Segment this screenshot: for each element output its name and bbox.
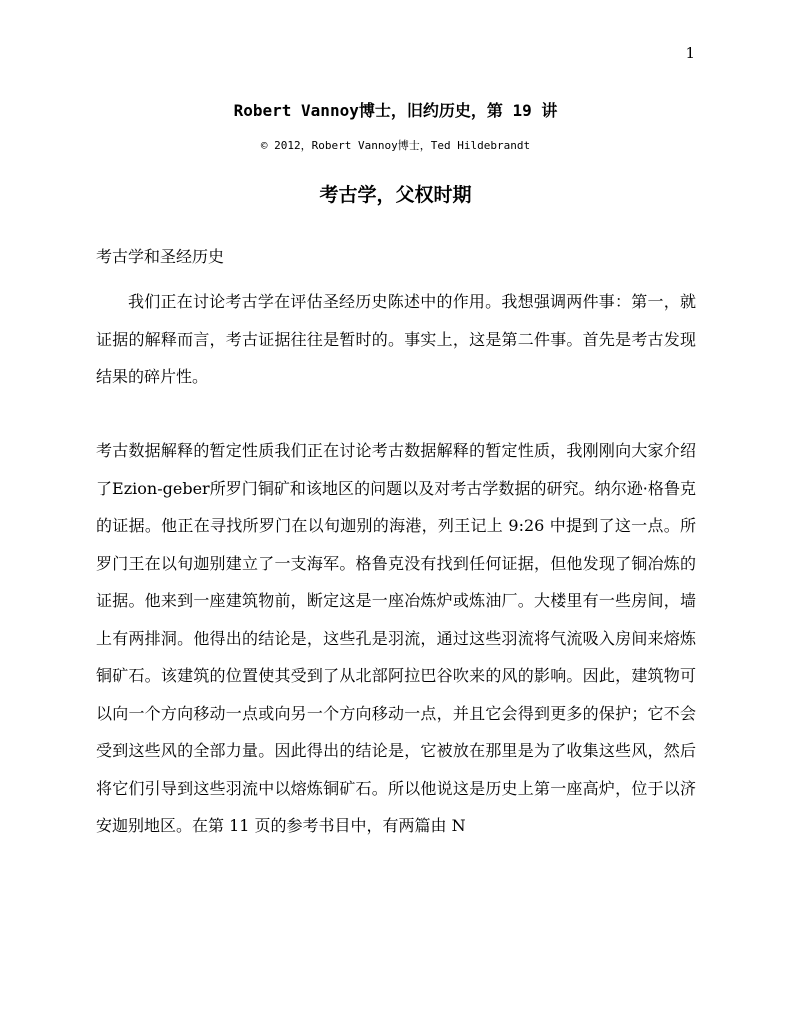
lecture-subtitle: 考古学，父权时期 (319, 184, 472, 206)
paragraph-1: 我们正在讨论考古学在评估圣经历史陈述中的作用。我想强调两件事：第一，就证据的解释而言，考古证据往往是暂时的。事实上，这是第二件事。首先是考古发现结果的碎片性。 (96, 292, 696, 386)
section-heading: 考古学和圣经历史 (96, 247, 225, 266)
page-number: 1 (685, 44, 695, 62)
document-title: Robert Vannoy博士，旧约历史，第 19 讲 (233, 101, 558, 120)
paragraph-2: 考古数据解释的暂定性质我们正在讨论考古数据解释的暂定性质，我刚刚向大家介绍了Ezion-geber所罗门铜矿和该地区的问题以及对考古学数据的研究。纳尔逊·格鲁克的证据。他正在寻找所罗门在以旬迦别的海港，列王记上 9:26 中提到了这一点。所罗门王在以旬迦别建立了一支海军。格鲁克没有找到任何证据，但他发现了铜冶炼的证据。他来到一座建筑物前，断定这是一座冶炼炉或炼油厂。大楼里有一些房间，墙上有两排洞。他得出的结论是，这些孔是羽流，通过这些羽流将气流吸入房间来熔炼铜矿石。该建筑的位置使其受到了从北部阿拉巴谷吹来的风的影响。因此，建筑物可以向一个方向移动一点或向另一个方向移动一点，并且它会得到更多的保护；它不会受到这些风的全部力量。因此得出的结论是，它被放在那里是为了收集这些风，然后将它们引导到这些羽流中以熔炼铜矿石。所以他说这是历史上第一座高炉，位于以济安迦别地区。在第 11 页的参考书目中，有两篇由 N (96, 441, 696, 835)
copyright-line: © 2012，Robert Vannoy博士，Ted Hildebrandt (260, 139, 531, 152)
